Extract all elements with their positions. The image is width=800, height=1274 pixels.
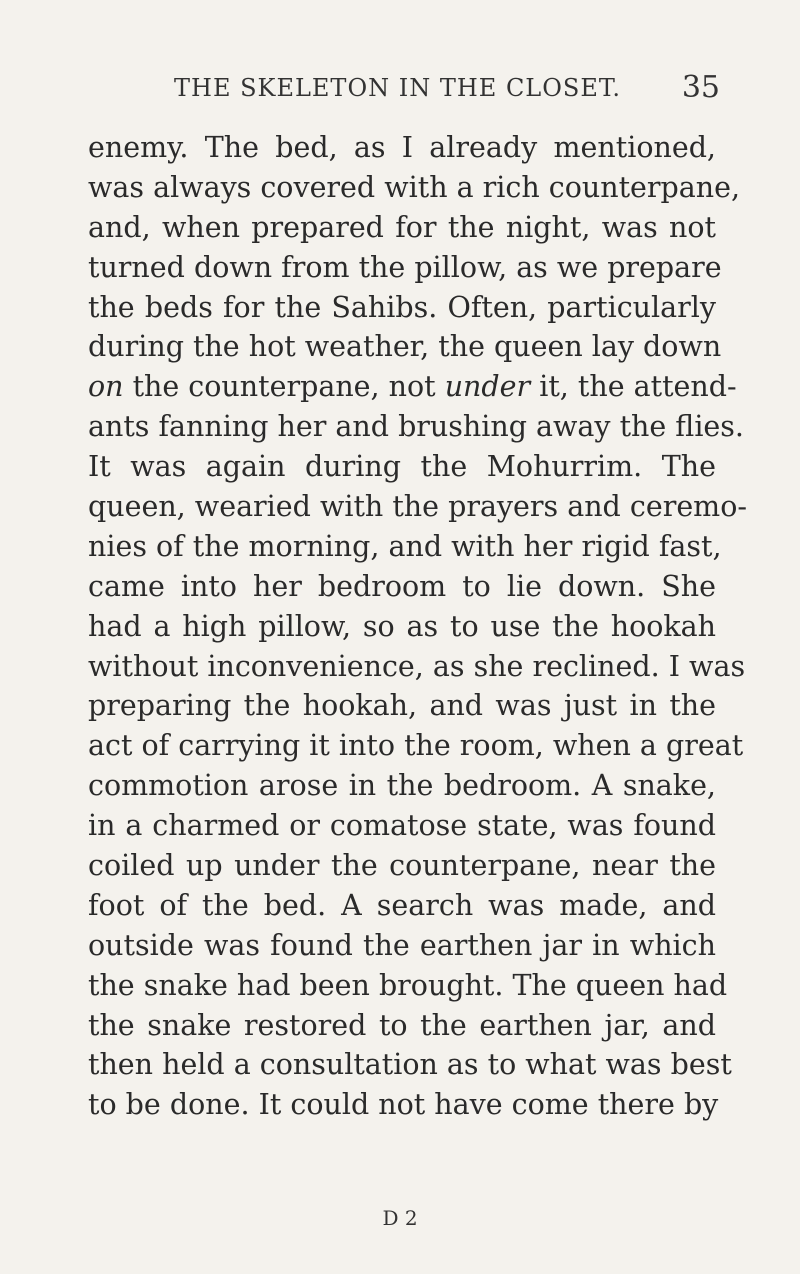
italic-text: on xyxy=(88,370,124,404)
text-line xyxy=(88,1006,716,1046)
text-segment: the counterpane, not xyxy=(123,370,445,404)
text-line xyxy=(88,168,741,208)
text-line xyxy=(88,567,716,607)
body-text xyxy=(88,128,747,1125)
text-segment: and, when prepared for the night, was not xyxy=(88,210,716,244)
text-segment: the beds for the Sahibs. Often, particularly xyxy=(88,290,716,324)
text-segment: foot of the bed. A search was made, and xyxy=(88,888,716,922)
text-segment: to be done. It could not have come there by xyxy=(88,1088,719,1122)
text-line xyxy=(88,806,716,846)
text-line xyxy=(88,607,716,647)
italic-text: under xyxy=(444,370,531,404)
text-segment: in a charmed or comatose state, was found xyxy=(88,809,716,843)
text-line xyxy=(88,966,728,1006)
text-line xyxy=(88,527,722,567)
text-line xyxy=(88,487,747,527)
text-line xyxy=(88,686,716,726)
text-line xyxy=(88,647,746,687)
text-segment: queen, wearied with the prayers and ceremo- xyxy=(88,490,747,524)
text-segment: nies of the morning, and with her rigid fast, xyxy=(88,529,722,563)
page-number: 35 xyxy=(681,70,720,105)
text-segment: was always covered with a rich counterpane, xyxy=(88,170,741,204)
running-title: THE SKELETON IN THE CLOSET. xyxy=(174,74,621,102)
text-line xyxy=(88,128,716,168)
text-segment: had a high pillow, so as to use the hookah xyxy=(88,609,716,643)
text-segment: act of carrying it into the room, when a great xyxy=(88,729,744,763)
text-line xyxy=(88,726,744,766)
text-segment: then held a consultation as to what was best xyxy=(88,1048,732,1082)
text-segment: ants fanning her and brushing away the flies. xyxy=(88,410,744,444)
text-line xyxy=(88,886,716,926)
text-line xyxy=(88,407,744,447)
text-line xyxy=(88,288,716,328)
text-line xyxy=(88,447,716,487)
text-line xyxy=(88,926,716,966)
text-segment: commotion arose in the bedroom. A snake, xyxy=(88,769,716,803)
text-line xyxy=(88,846,716,886)
text-segment: the snake had been brought. The queen had xyxy=(88,968,728,1002)
text-line xyxy=(88,766,716,806)
text-line xyxy=(88,1045,732,1085)
text-segment: the snake restored to the earthen jar, and xyxy=(88,1008,716,1042)
text-segment: it, the attend- xyxy=(530,370,737,404)
text-line xyxy=(88,1085,719,1125)
text-segment: without inconvenience, as she reclined. I was xyxy=(88,649,746,683)
signature-mark: D 2 xyxy=(382,1206,418,1230)
text-segment: preparing the hookah, and was just in the xyxy=(88,689,716,723)
text-segment: came into her bedroom to lie down. She xyxy=(88,569,716,603)
text-line xyxy=(88,248,722,288)
text-segment: outside was found the earthen jar in which xyxy=(88,928,716,962)
text-segment: enemy. The bed, as I already mentioned, xyxy=(88,131,716,164)
text-line xyxy=(88,367,737,407)
text-segment: coiled up under the counterpane, near the xyxy=(88,849,716,883)
text-segment: turned down from the pillow, as we prepare xyxy=(88,250,722,284)
text-segment: during the hot weather, the queen lay down xyxy=(88,330,722,364)
text-line xyxy=(88,208,716,248)
text-segment: It was again during the Mohurrim. The xyxy=(88,450,716,484)
text-line xyxy=(88,327,722,367)
running-header xyxy=(88,70,720,110)
